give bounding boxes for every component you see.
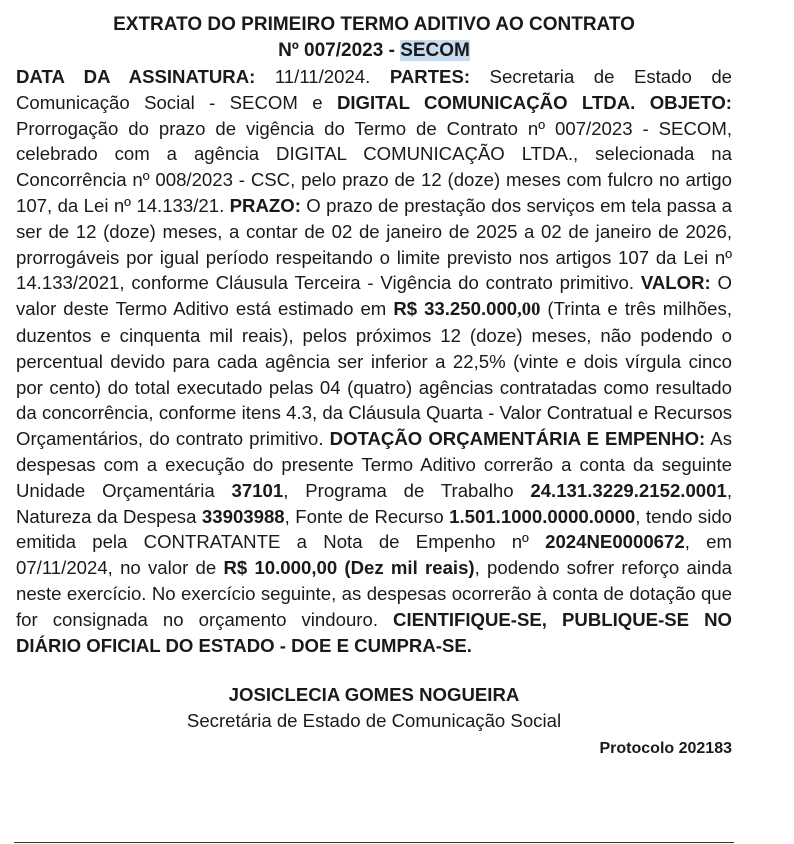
label-term: PRAZO:: [229, 194, 301, 216]
text-segment: , tendo sido emitida pela CONTRATANTE a Nota de Empenho nº: [16, 505, 733, 553]
text-segment: , Natureza da Despesa: [16, 479, 732, 527]
label-signature-date: DATA DA ASSINATURA:: [16, 66, 256, 87]
expense-nature-code: 33903988: [201, 505, 285, 527]
signatory-name: JOSICLECIA GOMES NOGUEIRA: [228, 684, 520, 706]
commitment-note-number: 2024NE0000672: [545, 531, 685, 553]
title-line-2-prefix: Nº 007/2023 -: [278, 40, 401, 61]
text-segment: , Fonte de Recurso: [284, 505, 450, 527]
document: [16, 12, 732, 760]
protocol-number: Protocolo 202183: [599, 740, 732, 758]
text-segment: 11/11/2024.: [255, 66, 390, 87]
contract-value-cents: ,00: [517, 299, 541, 321]
resource-source-code: 1.501.1000.0000.0000: [449, 505, 636, 527]
text-segment: O valor deste Termo Aditivo está estimado em: [16, 272, 732, 320]
text-segment: , em 07/11/2024, no valor de: [16, 531, 733, 579]
label-parties: PARTES:: [389, 66, 471, 87]
commitment-value: R$ 10.000,00 (Dez mil reais): [223, 557, 475, 579]
work-program-code: 24.131.3229.2152.0001: [530, 479, 727, 501]
text-segment: Secretaria de Estado de Comunicação Social - SECOM e: [16, 66, 733, 113]
extract-body: [16, 64, 732, 658]
text-segment: (Trinta e três milhões, duzentos e cinquenta mil reais), pelos próximos 12 (doze) meses, não podendo o percentual devido para cada agência ser inferior a 22,5% (vinte e dois vírgula cinco por cento) do total executado pelas 04 (quatro) agências contratadas como resultado da concorrência, conforme itens 4.3, da Cláusula Quarta - Valor Contratual e Recursos Orçamentários, do contrato primitivo.: [16, 298, 732, 450]
budget-unit-code: 37101: [231, 479, 284, 501]
title-line-1: EXTRATO DO PRIMEIRO TERMO ADITIVO AO CONTRATO: [113, 14, 635, 35]
text-segment: Prorrogação do prazo de vigência do Termo de Contrato nº 007/2023 - SECOM, celebrado com a agência DIGITAL COMUNICAÇÃO LTDA., selecionada na Concorrência nº 008/2023 - CSC, pelo prazo de 12 (doze) meses com fulcro no artigo 107, da Lei nº 14.133/21.: [16, 117, 732, 216]
party-company-name: DIGITAL COMUNICAÇÃO LTDA.: [336, 91, 636, 113]
closing-statement: CIENTIFIQUE-SE, PUBLIQUE-SE NO DIÁRIO OFICIAL DO ESTADO - DOE E CUMPRA-SE.: [16, 608, 732, 656]
contract-value: R$ 33.250.000: [393, 298, 518, 320]
text-segment: , Programa de Trabalho: [283, 479, 531, 501]
label-value: VALOR:: [640, 272, 711, 294]
document-title: [16, 12, 732, 64]
title-highlight-secom[interactable]: SECOM: [400, 40, 470, 61]
label-budget-allocation: DOTAÇÃO ORÇAMENTÁRIA E EMPENHO:: [329, 428, 706, 450]
label-object: OBJETO:: [649, 91, 732, 113]
signature-block: [16, 682, 732, 734]
text-segment: As despesas com a execução do presente Termo Aditivo correrão a conta da seguinte Unidade Orçamentária: [16, 428, 733, 501]
text-segment: [635, 92, 649, 113]
bottom-divider: [14, 842, 734, 843]
text-segment: O prazo de prestação dos serviços em tela passa a ser de 12 (doze) meses, a contar de 02 de janeiro de 2025 a 02 de janeiro de 2026, prorrogáveis por igual período respeitando o limite previsto nos artigos 107 da Lei nº 14.133/2021, conforme Cláusula Terceira - Vigência do contrato primitivo.: [16, 194, 732, 294]
signatory-role: Secretária de Estado de Comunicação Social: [186, 710, 562, 732]
text-segment: , podendo sofrer reforço ainda neste exercício. No exercício seguinte, as despesas ocorrerão à conta de dotação que for consignada no orçamento vindouro.: [16, 557, 733, 630]
